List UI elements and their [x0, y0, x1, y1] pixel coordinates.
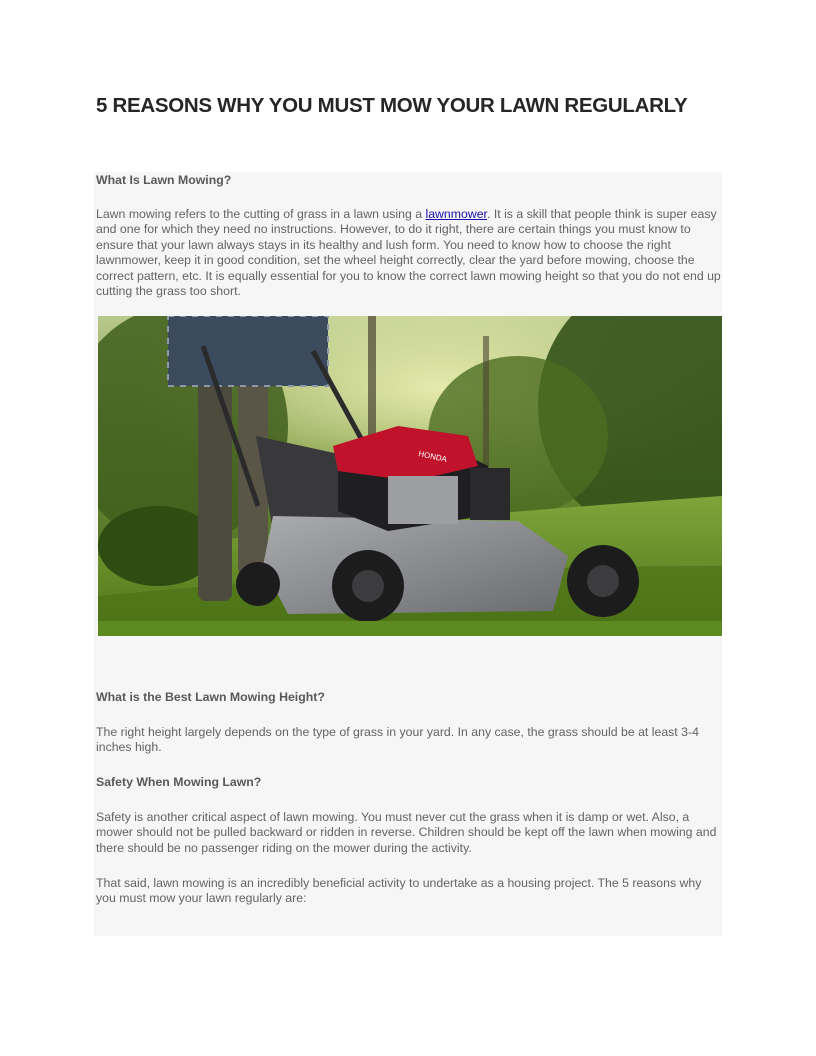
- paragraph-text: Lawn mowing refers to the cutting of grass in a lawn using a: [96, 207, 426, 221]
- section-paragraph-mowing-height: The right height largely depends on the type of grass in your yard. In any case, the grass should be at least 3-4 inches high.: [96, 725, 699, 755]
- section-paragraph-safety: Safety is another critical aspect of lawn mowing. You must never cut the grass when it is damp or wet. Also, a mower should not be pulled backward or ridden in reverse. Children should be kept off the lawn when mowing and there should be no passenger riding on the mower during the activity.: [96, 810, 717, 855]
- lawnmower-photo: [98, 316, 722, 636]
- section-heading-lawn-mowing: What Is Lawn Mowing?: [96, 173, 232, 187]
- brand-text: HONDA: [417, 449, 448, 464]
- page-title: 5 REASONS WHY YOU MUST MOW YOUR LAWN REGULARLY: [96, 94, 688, 117]
- section-paragraph-lawn-mowing: [96, 207, 722, 299]
- closing-paragraph: That said, lawn mowing is an incredibly beneficial activity to undertake as a housing project. The 5 reasons why you must mow your lawn regularly are:: [96, 876, 702, 906]
- lawnmower-link[interactable]: lawnmower: [425, 207, 487, 221]
- section-heading-mowing-height: What is the Best Lawn Mowing Height?: [96, 690, 325, 704]
- section-heading-safety: Safety When Mowing Lawn?: [96, 775, 262, 789]
- paragraph-text: . It is a skill that people think is super easy and one for which they need no instructions. However, to do it right, there are certain things you must know to ensure that your lawn always stays in its healthy and lush form. You need to know how to choose the right lawnmower, keep it in good condition, set the wheel height correctly, clear the yard before mowing, choose the correct pattern, etc. It is equally essential for you to know the correct lawn mowing height so that you do not end up cutting the grass too short.: [96, 207, 721, 299]
